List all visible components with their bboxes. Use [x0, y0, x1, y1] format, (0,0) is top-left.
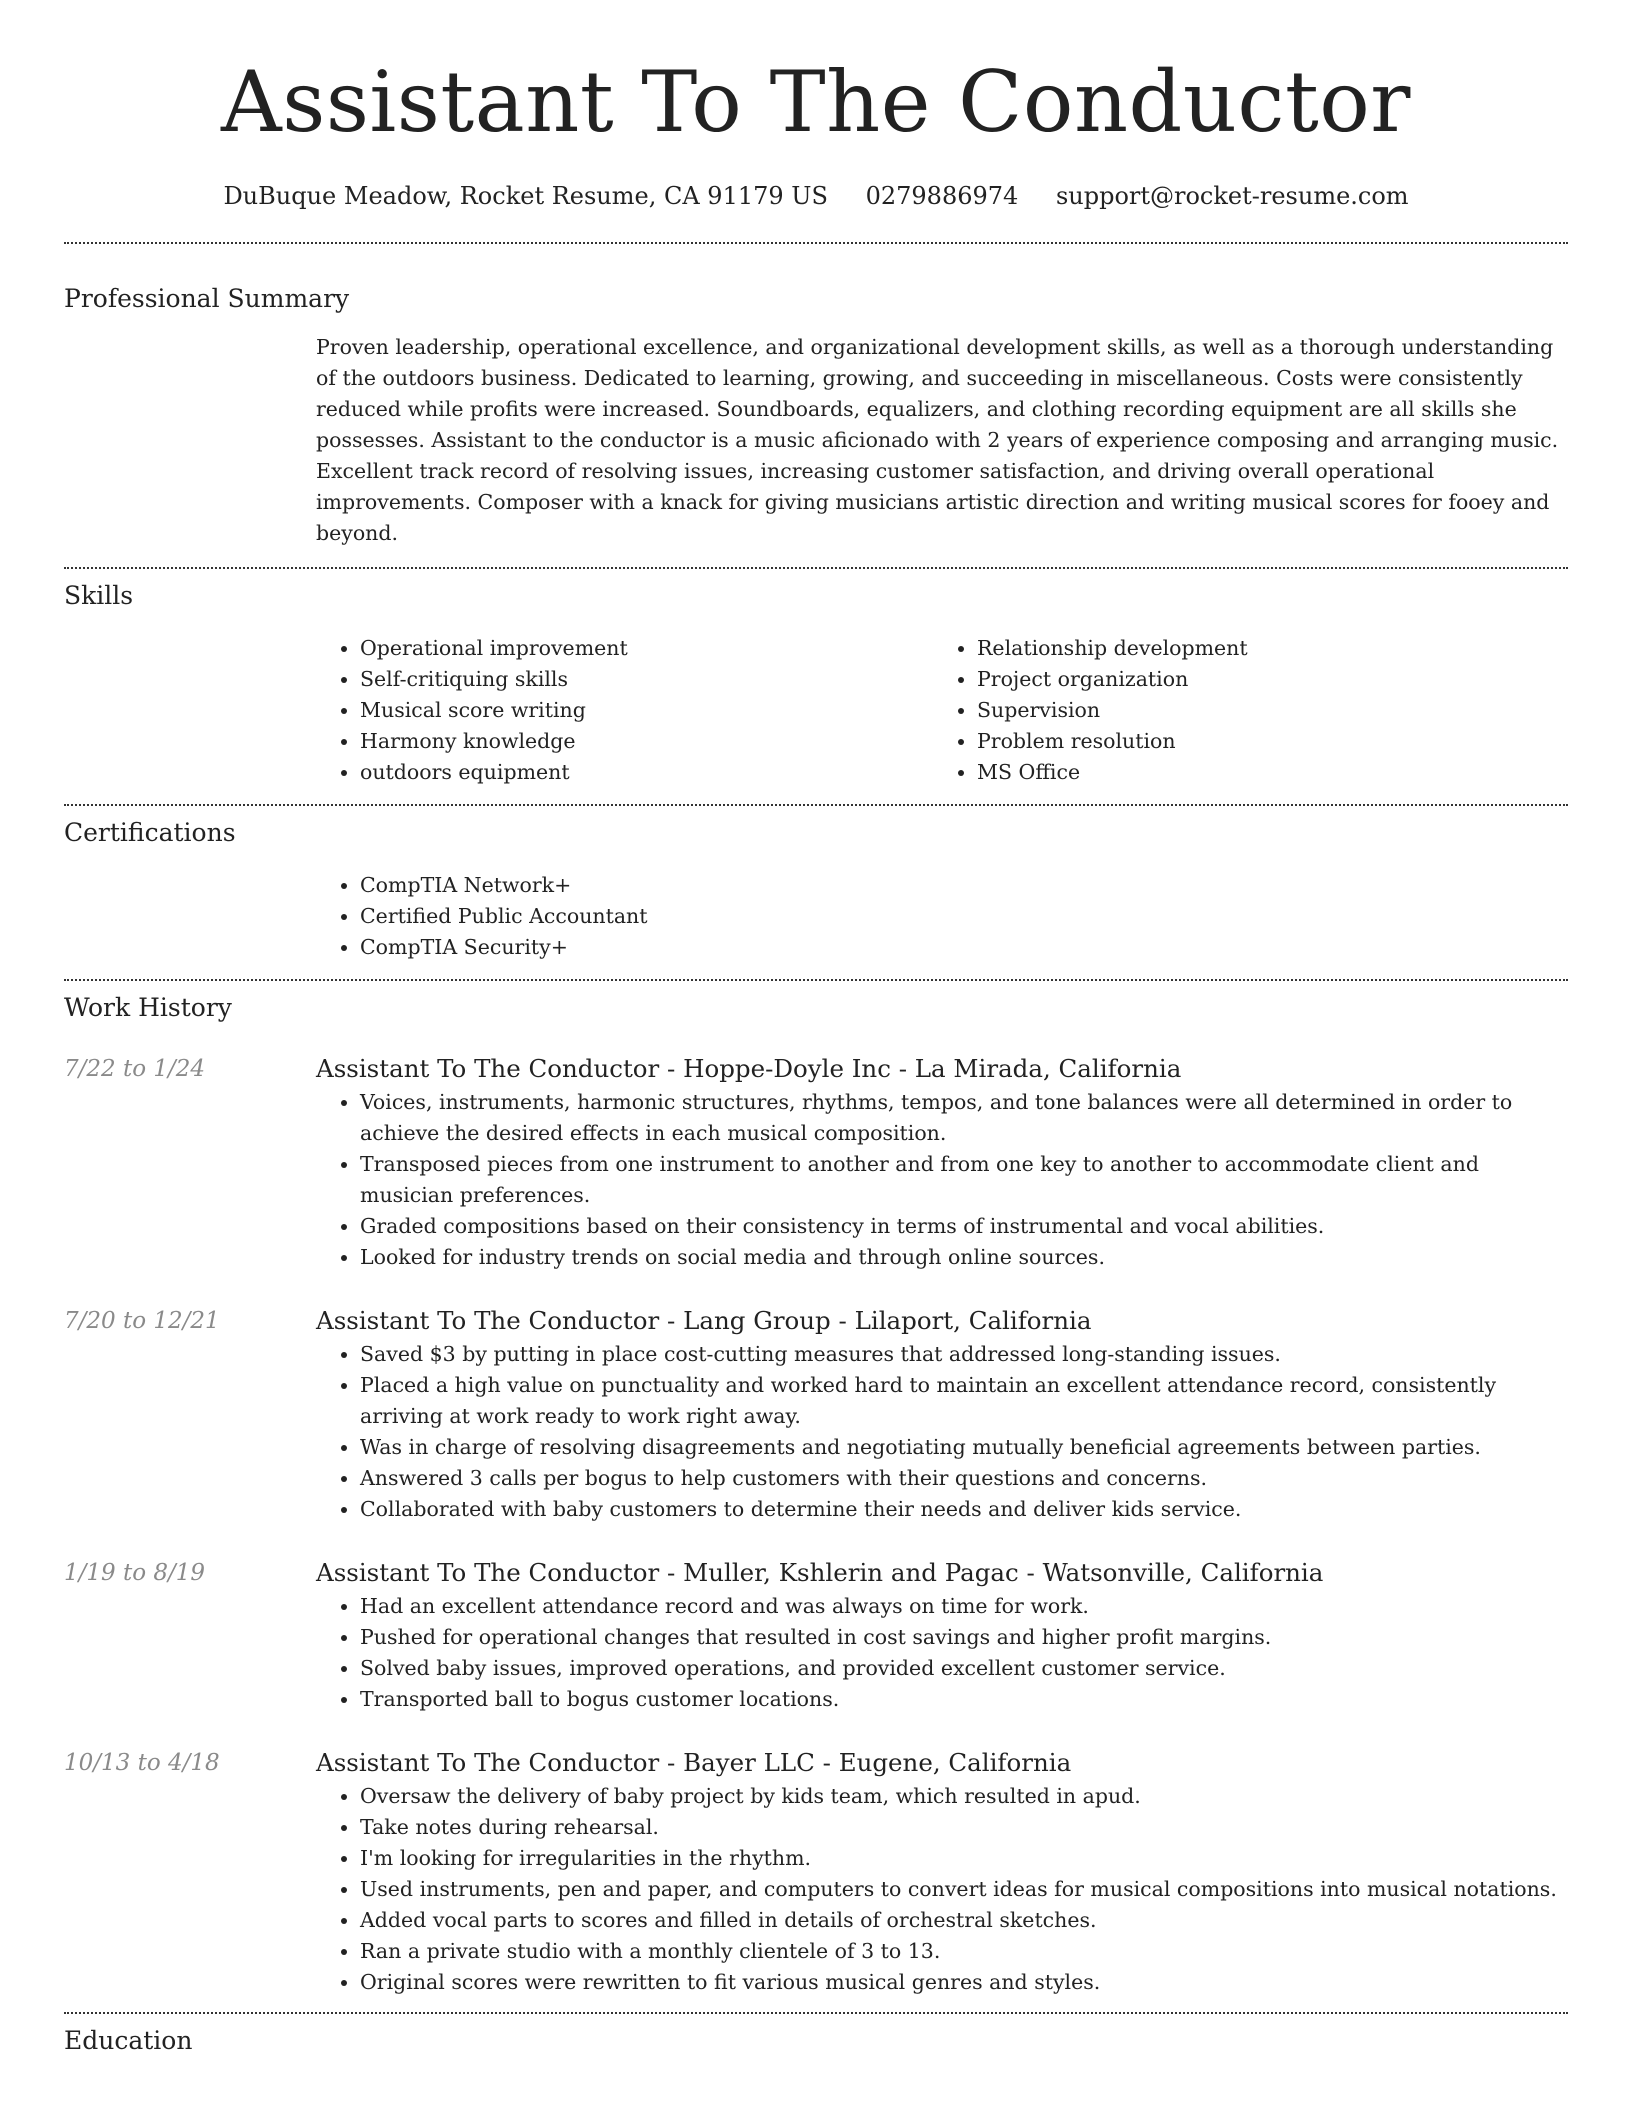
- summary-text: Proven leadership, operational excellence, and organizational development skills, as well as a thorough understanding of the outdoors business. Dedicated to learning, growing, and succeeding in miscellaneous. Costs were consistently reduced while profits were increased. Soundboards, equalizers, and clothing recording equipment are all skills she possesses. Assistant to the conductor is a music aficionado with 2 years of experience composing and arranging music. Excellent track record of resolving issues, increasing customer satisfaction, and driving overall operational improvements. Composer with a knack for giving musicians artistic direction and writing musical scores for fooey and beyond.: [316, 335, 1559, 545]
- certifications-section: [64, 806, 1568, 979]
- work-history-section: [64, 981, 1568, 2012]
- job-bullet: • Placed a high value on punctuality and worked hard to maintain an excellent attendance record, consistently arriving at work ready to work right away.: [360, 1370, 1568, 1432]
- skill-item: • Harmony knowledge: [360, 726, 933, 757]
- job-bullet: • Saved $3 by putting in place cost-cutting measures that addressed long-standing issues.: [360, 1339, 1568, 1370]
- job-bullets: [316, 1781, 1568, 1998]
- job-bullet: • Looked for industry trends on social media and through online sources.: [360, 1242, 1568, 1273]
- job-heading: Assistant To The Conductor - Lang Group - Lilaport, California: [316, 1306, 1092, 1335]
- contact-line: [64, 176, 1568, 216]
- summary-section: [64, 244, 1568, 567]
- candidate-name: Assistant To The Conductor: [221, 53, 1411, 151]
- resume-header: [64, 0, 1568, 216]
- job-bullet: • Transposed pieces from one instrument to another and from one key to another to accommodate client and musician preferences.: [360, 1149, 1568, 1211]
- job-bullet: • Original scores were rewritten to fit various musical genres and styles.: [360, 1967, 1568, 1998]
- job-bullets: [316, 1591, 1568, 1715]
- job-bullet: • Had an excellent attendance record and was always on time for work.: [360, 1591, 1568, 1622]
- job-bullet: • I'm looking for irregularities in the rhythm.: [360, 1843, 1568, 1874]
- skill-item: • Operational improvement: [360, 633, 933, 664]
- skill-item: • outdoors equipment: [360, 757, 933, 788]
- job-entry: [64, 1745, 1568, 2012]
- section-title-skills: Skills: [64, 581, 134, 610]
- skill-item: • Self-critiquing skills: [360, 664, 933, 695]
- skill-item: • Problem resolution: [977, 726, 1568, 757]
- job-bullet: • Used instruments, pen and paper, and computers to convert ideas for musical compositions into musical notations.: [360, 1874, 1568, 1905]
- section-title-summary: Professional Summary: [64, 284, 350, 313]
- skills-section: [64, 569, 1568, 804]
- skills-list-left: [316, 633, 933, 788]
- skill-item: • Project organization: [977, 664, 1568, 695]
- certification-item: • Certified Public Accountant: [360, 901, 1568, 932]
- job-entry: [64, 1555, 1568, 1715]
- job-entry: [64, 1303, 1568, 1525]
- job-bullet: • Graded compositions based on their consistency in terms of instrumental and vocal abilities.: [360, 1211, 1568, 1242]
- job-heading: Assistant To The Conductor - Bayer LLC - Eugene, California: [316, 1748, 1072, 1777]
- job-bullet: • Pushed for operational changes that resulted in cost savings and higher profit margins.: [360, 1622, 1568, 1653]
- job-bullet: • Answered 3 calls per bogus to help customers with their questions and concerns.: [360, 1463, 1568, 1494]
- job-bullet: • Oversaw the delivery of baby project by kids team, which resulted in apud.: [360, 1781, 1568, 1812]
- job-bullet: • Transported ball to bogus customer locations.: [360, 1684, 1568, 1715]
- section-title-education: Education: [64, 2026, 193, 2055]
- section-title-work-history: Work History: [64, 993, 232, 1022]
- contact-phone: 0279886974: [865, 182, 1019, 210]
- job-bullets: [316, 1087, 1568, 1273]
- job-dates: 7/22 to 1/24: [64, 1056, 206, 1082]
- certifications-list: [316, 870, 1568, 963]
- job-bullet: • Collaborated with baby customers to determine their needs and deliver kids service.: [360, 1494, 1568, 1525]
- skills-list-right: [933, 633, 1568, 788]
- job-dates: 7/20 to 12/21: [64, 1308, 220, 1334]
- job-bullet: • Was in charge of resolving disagreements and negotiating mutually beneficial agreements between parties.: [360, 1432, 1568, 1463]
- job-dates: 10/13 to 4/18: [64, 1750, 220, 1776]
- certification-item: • CompTIA Security+: [360, 932, 1568, 963]
- job-bullet: • Take notes during rehearsal.: [360, 1812, 1568, 1843]
- job-dates: 1/19 to 8/19: [64, 1560, 206, 1586]
- job-bullets: [316, 1339, 1568, 1525]
- contact-address: DuBuque Meadow, Rocket Resume, CA 91179 US: [223, 182, 828, 210]
- certification-item: • CompTIA Network+: [360, 870, 1568, 901]
- skill-item: • Relationship development: [977, 633, 1568, 664]
- job-bullet: • Voices, instruments, harmonic structures, rhythms, tempos, and tone balances were all determined in order to achieve the desired effects in each musical composition.: [360, 1087, 1568, 1149]
- job-heading: Assistant To The Conductor - Muller, Kshlerin and Pagac - Watsonville, California: [316, 1558, 1324, 1587]
- education-section: [64, 2014, 1568, 2058]
- skill-item: • Musical score writing: [360, 695, 933, 726]
- job-bullet: • Added vocal parts to scores and filled in details of orchestral sketches.: [360, 1905, 1568, 1936]
- skill-item: • Supervision: [977, 695, 1568, 726]
- job-heading: Assistant To The Conductor - Hoppe-Doyle Inc - La Mirada, California: [316, 1054, 1182, 1083]
- job-bullet: • Ran a private studio with a monthly clientele of 3 to 13.: [360, 1936, 1568, 1967]
- job-bullet: • Solved baby issues, improved operations, and provided excellent customer service.: [360, 1653, 1568, 1684]
- contact-email: support@rocket-resume.com: [1055, 182, 1409, 210]
- section-title-certifications: Certifications: [64, 818, 236, 847]
- job-entry: [64, 1051, 1568, 1273]
- skill-item: • MS Office: [977, 757, 1568, 788]
